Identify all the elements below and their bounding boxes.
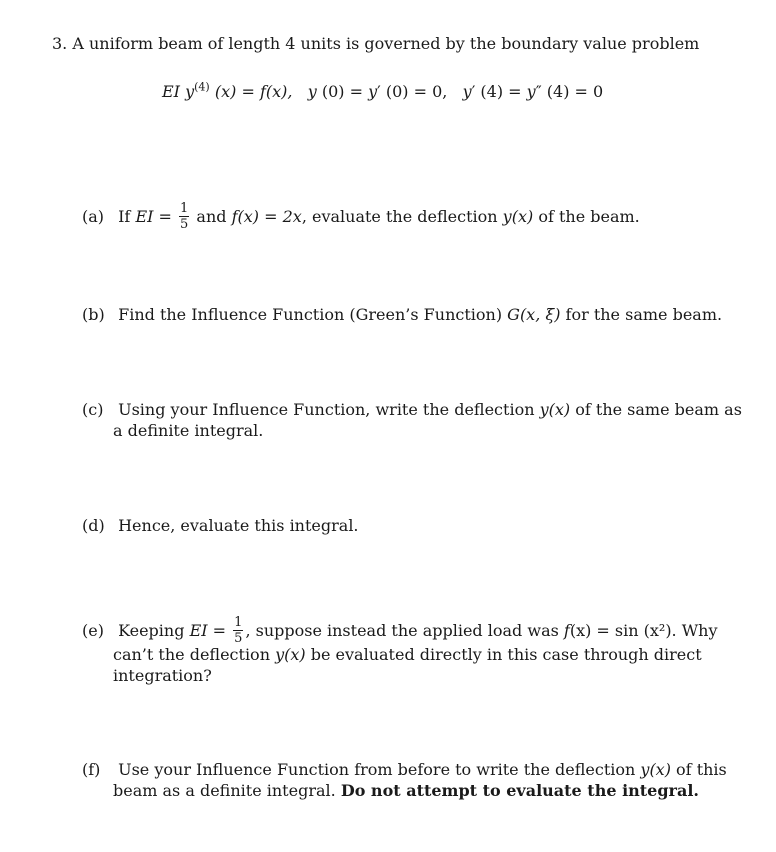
part-f-label: (f)	[82, 760, 101, 779]
part-c-label: (c)	[82, 400, 104, 419]
part-c: (c) Using your Influence Function, write the deflection y(x) of the same beam as	[82, 400, 742, 419]
part-e-line2: can’t the deflection y(x) be evaluated directly in this case through direct	[113, 645, 702, 664]
emphasis-warning: Do not attempt to evaluate the integral.	[340, 781, 699, 800]
problem-statement	[52, 34, 699, 53]
problem-number: 3.	[52, 34, 68, 53]
fraction-one-fifth: $\frac{1}{5}$	[234, 615, 243, 646]
part-b-label: (b)	[82, 305, 105, 324]
governing-equation: EI $y^{(4)}$ (x) = f(x), y (0) = y′ (0) = 0, y′ (4) = y″ (4) = 0	[162, 80, 604, 101]
part-e-label: (e)	[82, 621, 104, 640]
problem-intro: A uniform beam of length 4 units is governed by the boundary value problem	[72, 34, 700, 53]
part-d-label: (d)	[82, 516, 105, 535]
part-e: (e) Keeping EI = $\frac{1}{5}$ , suppose instead the applied load was f(x) = sin (x²). Why	[82, 615, 718, 646]
part-a-label: (a)	[82, 207, 105, 226]
part-f: (f) Use your Influence Function from before to write the deflection y(x) of this	[82, 760, 727, 779]
part-c-line2: a definite integral.	[113, 421, 264, 440]
part-d: (d) Hence, evaluate this integral.	[82, 516, 359, 535]
part-e-line3: integration?	[113, 666, 212, 685]
part-b: (b) Find the Influence Function (Green’s Function) G(x, ξ) for the same beam.	[82, 305, 723, 324]
part-a: (a) If EI = $\frac{1}{5}$ and f(x) = 2x, evaluate the deflection y(x) of the beam.	[82, 201, 640, 232]
fraction-one-fifth: $\frac{1}{5}$	[180, 201, 189, 232]
part-f-line2: beam as a definite integral. Do not attempt to evaluate the integral.	[113, 781, 699, 800]
